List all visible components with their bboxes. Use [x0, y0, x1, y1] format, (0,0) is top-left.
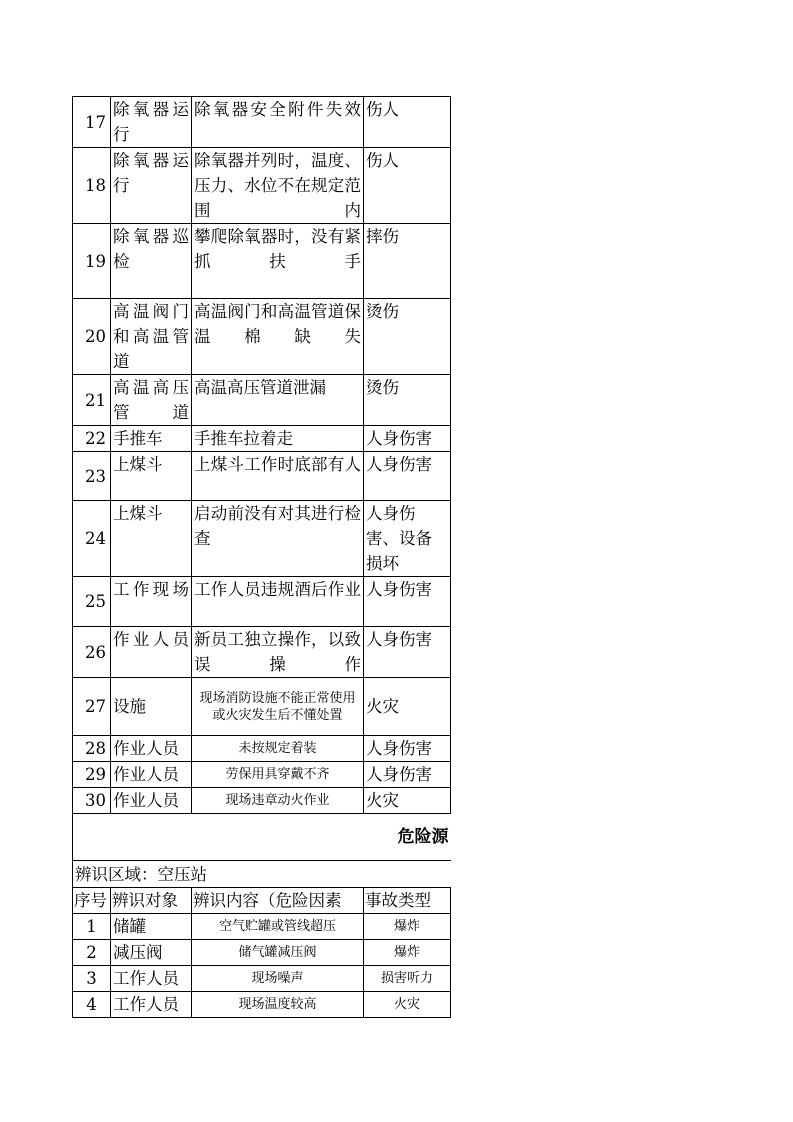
row-number: 19 — [73, 224, 111, 299]
header-content: 辨识内容（危险因素 — [192, 888, 364, 914]
identification-object: 上煤斗 — [111, 452, 192, 501]
row-number: 17 — [73, 97, 111, 148]
accident-type: 火灾 — [364, 788, 451, 814]
row-number: 2 — [73, 940, 111, 966]
accident-type: 烫伤 — [364, 375, 451, 426]
identification-object: 作业人员 — [111, 788, 192, 814]
identification-object: 作业人员 — [111, 736, 192, 762]
identification-content: 上煤斗工作时底部有人 — [192, 452, 364, 501]
identification-content: 未按规定着装 — [192, 736, 364, 762]
identification-content: 现场温度较高 — [192, 992, 364, 1018]
identification-object: 设施 — [111, 678, 192, 736]
table-row — [73, 375, 451, 426]
table-row — [73, 736, 451, 762]
row-number: 21 — [73, 375, 111, 426]
row-number: 23 — [73, 452, 111, 501]
identification-object: 上煤斗 — [111, 501, 192, 577]
row-number: 22 — [73, 426, 111, 452]
identification-content: 除氧器安全附件失效 — [192, 97, 364, 148]
accident-type: 人身伤害 — [364, 762, 451, 788]
accident-type: 爆炸 — [364, 940, 451, 966]
row-number: 30 — [73, 788, 111, 814]
identification-object: 手推车 — [111, 426, 192, 452]
accident-type: 伤人 — [364, 97, 451, 148]
hazard-table — [72, 96, 451, 1018]
accident-type: 人身伤害 — [364, 736, 451, 762]
row-number: 3 — [73, 966, 111, 992]
identification-area: 辨识区域：空压站 — [73, 861, 451, 888]
accident-type: 人身伤害 — [364, 577, 451, 627]
hazard-table-sheet — [72, 96, 451, 1018]
identification-content: 劳保用具穿戴不齐 — [192, 762, 364, 788]
table-row — [73, 148, 451, 224]
identification-object: 工作人员 — [111, 966, 192, 992]
header-accident: 事故类型 — [364, 888, 451, 914]
identification-content: 空气贮罐或管线超压 — [192, 914, 364, 940]
accident-type: 损害听力 — [364, 966, 451, 992]
table-row — [73, 762, 451, 788]
identification-object: 作业人员 — [111, 762, 192, 788]
table-row — [73, 224, 451, 299]
identification-object: 除氧器运行 — [111, 97, 192, 148]
table-row — [73, 452, 451, 501]
identification-content: 启动前没有对其进行检查 — [192, 501, 364, 577]
row-number: 20 — [73, 299, 111, 375]
identification-content: 除氧器并列时，温度、压力、水位不在规定范围内 — [192, 148, 364, 224]
row-number: 18 — [73, 148, 111, 224]
accident-type: 摔伤 — [364, 224, 451, 299]
identification-content: 高温阀门和高温管道保温棉缺失 — [192, 299, 364, 375]
accident-type: 火灾 — [364, 678, 451, 736]
section-title-row — [73, 814, 451, 861]
accident-type: 火灾 — [364, 992, 451, 1018]
table-row — [73, 966, 451, 992]
identification-content: 工作人员违规酒后作业 — [192, 577, 364, 627]
row-number: 24 — [73, 501, 111, 577]
accident-type: 人身伤害 — [364, 452, 451, 501]
row-number: 29 — [73, 762, 111, 788]
identification-object: 除氧器运行 — [111, 148, 192, 224]
table-row — [73, 914, 451, 940]
header-number: 序号 — [73, 888, 111, 914]
accident-type: 爆炸 — [364, 914, 451, 940]
table-row — [73, 577, 451, 627]
header-object: 辨识对象 — [111, 888, 192, 914]
identification-object: 储罐 — [111, 914, 192, 940]
identification-object: 除氧器巡检 — [111, 224, 192, 299]
accident-type: 人身伤害、设备损坏 — [364, 501, 451, 577]
area-row — [73, 861, 451, 888]
identification-object: 工作现场 — [111, 577, 192, 627]
identification-object: 减压阀 — [111, 940, 192, 966]
table-row — [73, 299, 451, 375]
accident-type: 烫伤 — [364, 299, 451, 375]
table-row — [73, 992, 451, 1018]
identification-content: 现场违章动火作业 — [192, 788, 364, 814]
identification-content: 手推车拉着走 — [192, 426, 364, 452]
row-number: 26 — [73, 627, 111, 678]
table-row — [73, 627, 451, 678]
identification-content: 储气罐减压阀 — [192, 940, 364, 966]
identification-object: 高温高压管道 — [111, 375, 192, 426]
identification-content: 现场消防设施不能正常使用或火灾发生后不懂处置 — [192, 678, 364, 736]
identification-object: 高温阀门和高温管道 — [111, 299, 192, 375]
row-number: 27 — [73, 678, 111, 736]
table-row — [73, 501, 451, 577]
identification-content: 现场噪声 — [192, 966, 364, 992]
accident-type: 人身伤害 — [364, 627, 451, 678]
table-row — [73, 678, 451, 736]
section-title: 危险源 — [73, 814, 451, 861]
identification-object: 工作人员 — [111, 992, 192, 1018]
row-number: 25 — [73, 577, 111, 627]
table-row — [73, 97, 451, 148]
identification-content: 高温高压管道泄漏 — [192, 375, 364, 426]
table-row — [73, 940, 451, 966]
header-row — [73, 888, 451, 914]
identification-content: 攀爬除氧器时，没有紧抓扶手 — [192, 224, 364, 299]
accident-type: 人身伤害 — [364, 426, 451, 452]
row-number: 4 — [73, 992, 111, 1018]
accident-type: 伤人 — [364, 148, 451, 224]
table-row — [73, 426, 451, 452]
identification-object: 作业人员 — [111, 627, 192, 678]
row-number: 28 — [73, 736, 111, 762]
identification-content: 新员工独立操作，以致误操作 — [192, 627, 364, 678]
row-number: 1 — [73, 914, 111, 940]
table-row — [73, 788, 451, 814]
